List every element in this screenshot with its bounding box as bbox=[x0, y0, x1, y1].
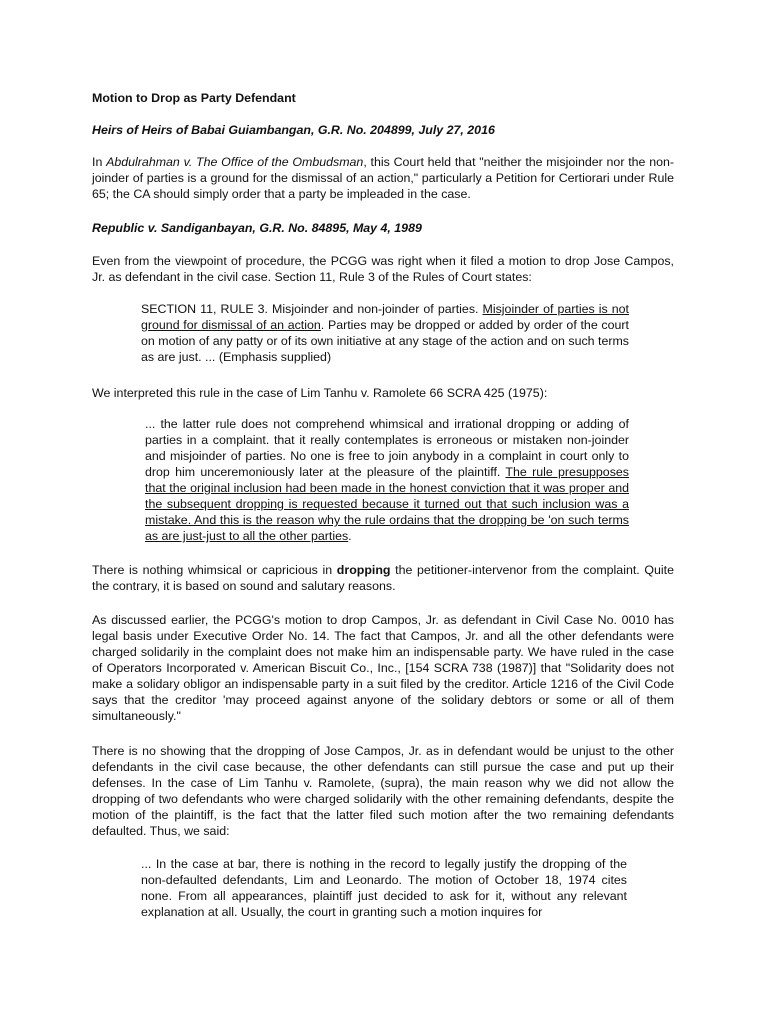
document-title bbox=[92, 90, 674, 106]
interpretation-paragraph: We interpreted this rule in the case of Lim Tanhu v. Ramolete 66 SCRA 425 (1975): bbox=[92, 386, 548, 400]
document-title-text: Motion to Drop as Party Defendant bbox=[92, 91, 296, 105]
case1-paragraph-post: , this Court held that "neither the misjoinder nor the non-joinder of parties is a ground for the dismissal of an action," particularly a Petition for Certiorari under Rule 65; the CA should simply order that a party be impleaded in the case. bbox=[92, 155, 675, 201]
lim-tanhu-quote-text: ... the latter rule does not comprehend whimsical and irrational dropping or adding of parties in a complaint. that it really contemplates is erroneous or mistaken non-joinder and misjoinder of parties. No one is free to join anybody in a complaint in court only to drop him unceremoniously later at the pleasure of the plaintiff. bbox=[145, 417, 629, 479]
case2-heading-text: Republic v. Sandiganbayan, G.R. No. 84895, May 4, 1989 bbox=[92, 221, 422, 235]
case2-intro-paragraph: Even from the viewpoint of procedure, the PCGG was right when it filed a motion to drop Jose Campos, Jr. as defendant in the civil case. Section 11, Rule 3 of the Rules of Court states: bbox=[92, 254, 674, 284]
case1-paragraph bbox=[92, 154, 674, 202]
case1-heading-text: Heirs of Heirs of Babai Guiambangan, G.R. No. 204899, July 27, 2016 bbox=[92, 123, 495, 137]
case1-cited-case: Abdulrahman v. The Office of the Ombudsman bbox=[106, 155, 364, 169]
case1-paragraph-pre: In bbox=[92, 155, 107, 169]
lim-tanhu-quote-end: . bbox=[348, 529, 352, 543]
rule-quote-heading: SECTION 11, RULE 3. Misjoinder and non-joinder of parties. bbox=[141, 302, 483, 316]
rule-quote bbox=[141, 301, 629, 365]
discussed-paragraph: As discussed earlier, the PCGG's motion to drop Campos, Jr. as defendant in Civil Case No. 0010 has legal basis under Executive Order No. 14. The fact that Campos, Jr. and all the other defendants were charged solidarily in the complaint does not make him an indispensable party. We have ruled in the case of Operators Incorporated v. American Biscuit Co., Inc., [154 SCRA 738 (1987)] that "Solidarity does not make a solidary obligor an indispensable party in a suit filed by the creditor. Article 1216 of the Civil Code says that the creditor 'may proceed against anyone of the solidary debtors or some or all of them simultaneously." bbox=[92, 613, 674, 723]
rule-quote-rest: . Parties may be dropped or added by order of the court on motion of any patty or of its own initiative at any stage of the action and on such terms as are just. ... (Emphasis supplied) bbox=[141, 318, 629, 364]
rule-quote-underlined: Misjoinder of parties is not ground for dismissal of an action bbox=[141, 302, 629, 332]
default-quote: ... In the case at bar, there is nothing in the record to legally justify the dropping of the non-defaulted defendants, Lim and Leonardo. The motion of October 18, 1974 cites none. From all appearances, plaintiff just decided to ask for it, without any relevant explanation at all. Usually, the court in granting such a motion inquires for bbox=[141, 857, 627, 919]
case1-heading bbox=[92, 122, 674, 138]
whimsical-paragraph-bold: dropping bbox=[336, 563, 391, 577]
case2-heading bbox=[92, 220, 674, 236]
lim-tanhu-quote bbox=[145, 416, 629, 544]
whimsical-paragraph bbox=[92, 562, 674, 594]
no-showing-paragraph: There is no showing that the dropping of Jose Campos, Jr. as in defendant would be unjust to the other defendants in the civil case because, the other defendants can still pursue the case and put up their defenses. In the case of Lim Tanhu v. Ramolete, (supra), the main reason why we did not allow the dropping of two defendants who were charged solidarily with the other remaining defendants, despite the motion of the plaintiff, is the fact that the latter filed such motion after the two remaining defendants defaulted. Thus, we said: bbox=[92, 744, 674, 838]
whimsical-paragraph-post: the petitioner-intervenor from the complaint. Quite the contrary, it is based on sound and salutary reasons. bbox=[92, 563, 675, 593]
lim-tanhu-quote-underlined: The rule presupposes that the original inclusion had been made in the honest conviction that it was proper and the subsequent dropping is requested because it turned out that such inclusion was a mistake. And this is the reason why the rule ordains that the dropping be 'on such terms as are just-just to all the other parties bbox=[145, 465, 629, 543]
whimsical-paragraph-pre: There is nothing whimsical or capricious in bbox=[92, 563, 337, 577]
